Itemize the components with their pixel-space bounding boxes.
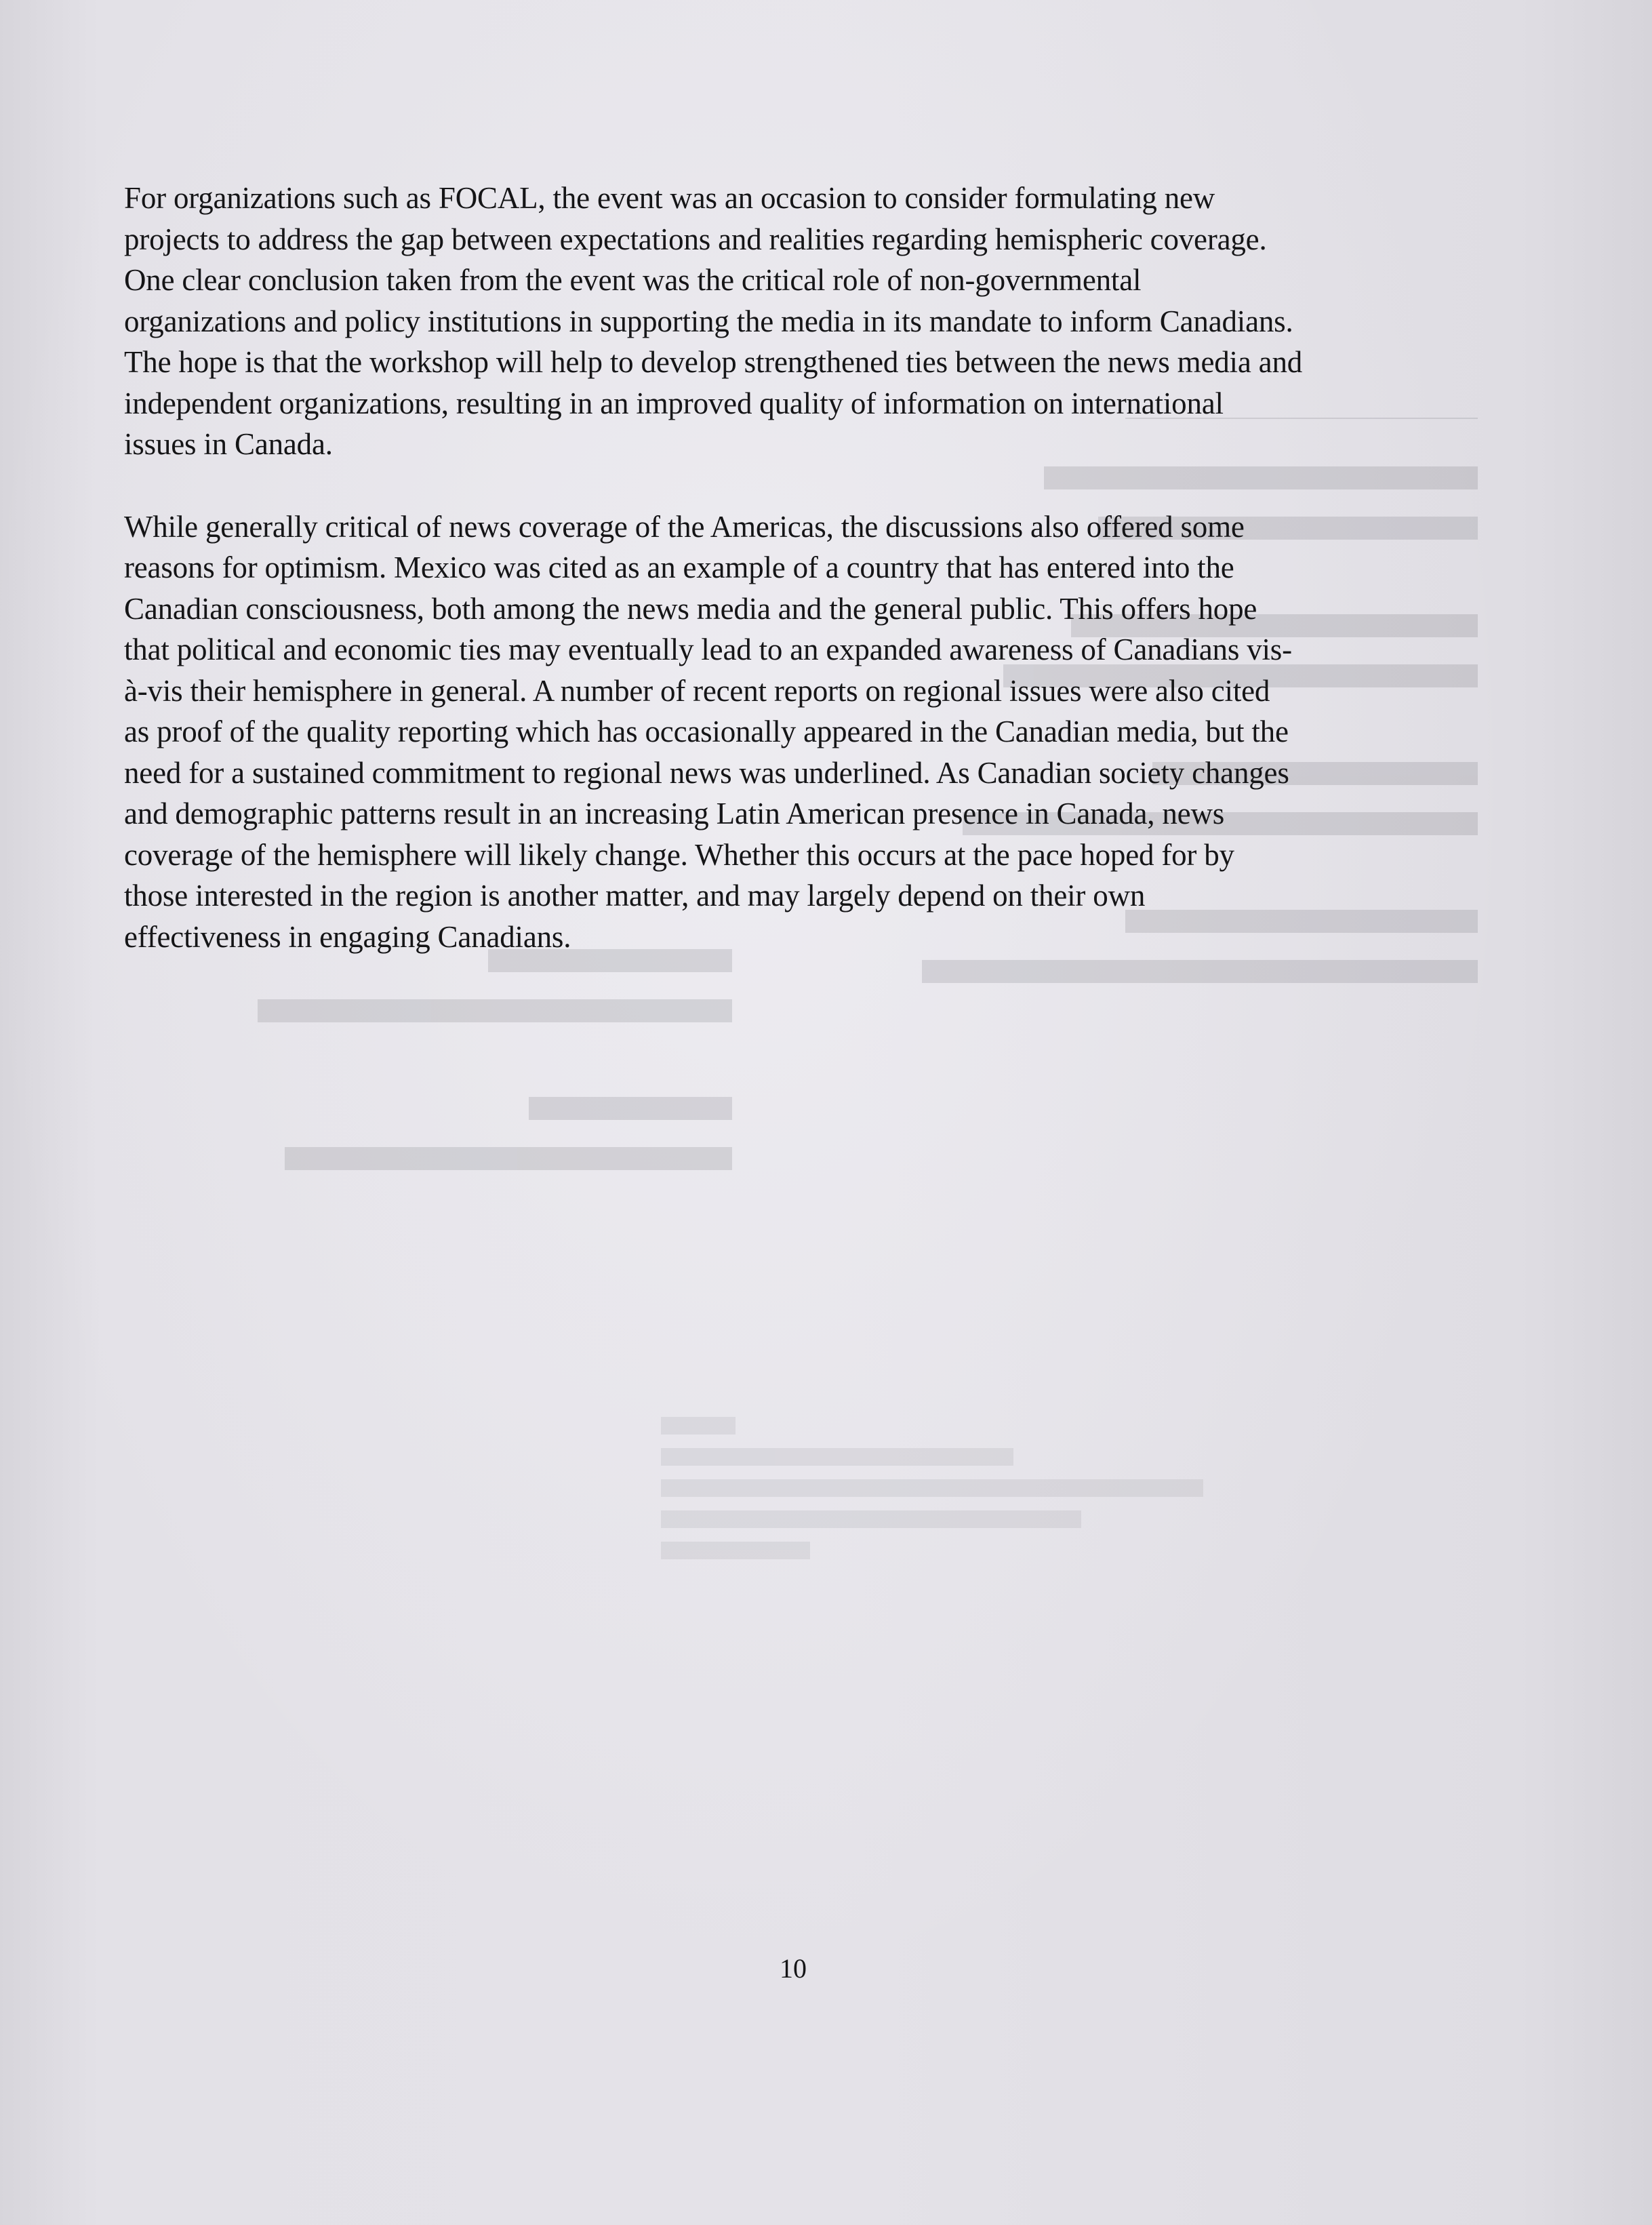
- page-number: 10: [780, 1953, 807, 1984]
- paragraph-reasons-for-optimism: While generally critical of news coverage of the Americas, the discussions also offered some reasons for optimism. Mexico was cited as an example of a country that has entered into the Canadian consciousness, both among the news media and the general public. This offers hope that political and economic ties may eventually lead to an expanded awareness of Canadians vis- à-vis their hemisphere in general. A number of recent reports on regional issues were also cited as proof of the quality reporting which has occasionally appeared in the Canadian media, but the need for a sustained commitment to regional news was underlined. As Canadian society changes and demographic patterns result in an increasing Latin American presence in Canada, news coverage of the hemisphere will likely change. Whether this occurs at the pace hoped for by those interested in the region is another matter, and may largely depend on their own effectiveness in engaging Canadians.: [124, 509, 1292, 954]
- paragraph-focal-conclusions: For organizations such as FOCAL, the event was an occasion to consider formulating new projects to address the gap between expectations and realities regarding hemispheric coverage. One clear conclusion taken from the event was the critical role of non-governmental organizations and policy institutions in supporting the media in its mandate to inform Canadians. The hope is that the workshop will help to develop strengthened ties between the news media and independent organizations, resulting in an improved quality of information on international issues in Canada.: [124, 181, 1303, 461]
- show-through-text: [203, 949, 732, 1302]
- body-text: [124, 178, 1473, 999]
- library-stamp-show-through: [661, 1417, 1217, 1586]
